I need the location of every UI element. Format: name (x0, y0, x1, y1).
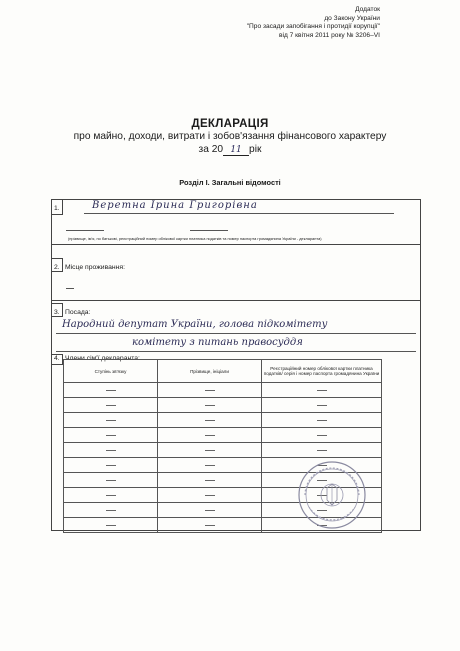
empty-dash (205, 480, 215, 481)
empty-dash (317, 435, 327, 436)
table-row (64, 413, 382, 428)
empty-dash (106, 480, 116, 481)
empty-dash (205, 435, 215, 436)
empty-dash (205, 450, 215, 451)
residence-label: Місце проживання: (65, 264, 125, 271)
relation-cell (64, 518, 158, 533)
addendum-line-1: Додаток (355, 6, 380, 13)
empty-dash (106, 420, 116, 421)
addendum-block (210, 6, 380, 40)
name-cell (158, 488, 262, 503)
empty-dash (205, 465, 215, 466)
family-label: Члени сім'ї декларанта: (65, 355, 140, 362)
table-row (64, 428, 382, 443)
relation-cell (64, 398, 158, 413)
empty-dash (317, 420, 327, 421)
position-line-1: Народний депутат України, голова підкомітету (62, 319, 328, 330)
empty-dash (106, 450, 116, 451)
empty-dash (205, 510, 215, 511)
empty-dash (317, 390, 327, 391)
item-3-number: 3. (54, 309, 60, 316)
empty-dash (106, 405, 116, 406)
relation-cell (64, 488, 158, 503)
name-cell (158, 443, 262, 458)
position-underline-2 (56, 351, 416, 352)
declaration-title: ДЕКЛАРАЦІЯ (191, 118, 269, 130)
name-cell (158, 398, 262, 413)
empty-dash (205, 525, 215, 526)
name-cell (158, 503, 262, 518)
empty-dash (317, 450, 327, 451)
table-row (64, 383, 382, 398)
empty-dash (106, 510, 116, 511)
col-name-header: Прізвище, ініціали (158, 360, 262, 383)
col-id-header: Реєстраційний номер облікової картки платника податків/ серія і номер паспорта громадянина України (262, 360, 382, 383)
relation-cell (64, 443, 158, 458)
empty-dash (106, 390, 116, 391)
item-1-note: (прізвище, ім'я, по батькові, реєстраційний номер облікової картки платника податків та номер паспорта громадянина України - декларанта) (68, 236, 322, 241)
id-cell (262, 413, 382, 428)
name-cell (158, 458, 262, 473)
id-cell (262, 383, 382, 398)
year-handwritten: 11 (223, 145, 249, 156)
relation-cell (64, 503, 158, 518)
relation-cell (64, 473, 158, 488)
name-cell (158, 428, 262, 443)
year-prefix: за 20 (198, 144, 224, 155)
declaration-subtitle: про майно, доходи, витрати і зобов'язання фінансового характеру (73, 131, 387, 142)
name-cell (158, 413, 262, 428)
section-title: Розділ І. Загальні відомості (179, 178, 281, 187)
name-cell (158, 383, 262, 398)
col-relation-header: Ступінь зв'язку (64, 360, 158, 383)
id-cell (262, 443, 382, 458)
relation-cell (64, 413, 158, 428)
addendum-line-4: від 7 квітня 2011 року № 3206–VI (279, 31, 380, 39)
id-line-left (66, 230, 104, 231)
item-1-number: 1. (54, 205, 60, 212)
residence-dash (66, 288, 74, 289)
id-line-mid (190, 230, 228, 231)
table-row (64, 443, 382, 458)
name-cell (158, 473, 262, 488)
empty-dash (106, 495, 116, 496)
empty-dash (205, 420, 215, 421)
year-suffix: рік (249, 144, 262, 155)
id-cell (262, 428, 382, 443)
declarant-name-handwritten: Веретна Ірина Григорівна (92, 200, 258, 211)
position-line-2: комітету з питань правосуддя (132, 337, 303, 348)
id-cell (262, 398, 382, 413)
empty-dash (106, 525, 116, 526)
item-4-number: 4. (54, 355, 60, 362)
addendum-line-3: "Про засади запобігання і протидії корупції" (246, 23, 380, 31)
addendum-line-2: до Закону України (324, 14, 380, 22)
divider-2 (51, 300, 421, 301)
table-row (64, 398, 382, 413)
name-cell (158, 518, 262, 533)
name-underline (84, 213, 394, 214)
year-line (0, 144, 460, 156)
relation-cell (64, 383, 158, 398)
position-underline-1 (56, 333, 416, 334)
item-2-number: 2. (54, 264, 60, 271)
relation-cell (64, 458, 158, 473)
relation-cell (64, 428, 158, 443)
position-label: Посада: (65, 309, 91, 316)
empty-dash (205, 390, 215, 391)
empty-dash (106, 435, 116, 436)
empty-dash (205, 405, 215, 406)
empty-dash (205, 495, 215, 496)
divider-1 (51, 244, 421, 245)
empty-dash (317, 405, 327, 406)
official-stamp (297, 460, 367, 530)
table-header-row (64, 360, 382, 383)
empty-dash (106, 465, 116, 466)
